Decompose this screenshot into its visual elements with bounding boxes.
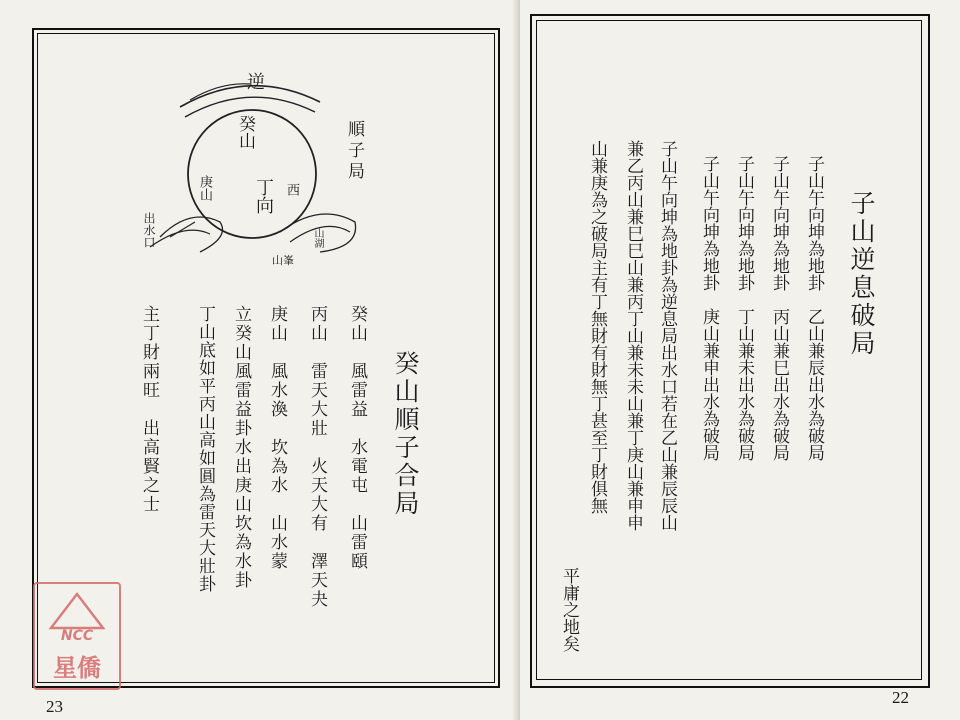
diagram-bottom-label: 山峯 bbox=[272, 254, 294, 267]
diagram-top-label: 逆 bbox=[244, 72, 265, 90]
text-column: 立癸山風雷益卦水出庚山坎為水卦 bbox=[231, 305, 251, 590]
watermark-ncc: NCC bbox=[60, 628, 94, 644]
text-column: 丁山底如平丙山高如圓為雷天大壯卦 bbox=[195, 305, 215, 593]
text-column: 癸山 風雷益 水電屯 山雷頤 bbox=[347, 305, 367, 571]
text-column: 丙山 雷天大壯 火天大有 澤天夬 bbox=[307, 305, 327, 609]
watermark-stamp bbox=[33, 582, 121, 690]
text-column: 子山午向坤為地卦 丙山兼巳出水為破局 bbox=[769, 155, 789, 461]
page-number: 22 bbox=[892, 688, 909, 707]
page-title: 子山逆息破局 bbox=[847, 190, 876, 358]
hill-stroke bbox=[160, 217, 223, 252]
page-title: 癸山順子合局 bbox=[391, 350, 420, 518]
diagram-center-label-b: 丁向 bbox=[253, 178, 274, 214]
watermark-name: 星僑 bbox=[53, 653, 101, 682]
feng-shui-diagram bbox=[140, 62, 364, 272]
arrow-stroke bbox=[170, 222, 195, 237]
text-column: 子山午向坤為地卦 庚山兼申出水為破局 bbox=[699, 155, 719, 461]
triangle-logo-icon bbox=[35, 588, 119, 632]
diagram-bottom-right-label: 山湖 bbox=[312, 228, 323, 248]
page-number: 23 bbox=[46, 697, 63, 716]
diagram-side-label-b: 出水口 bbox=[142, 212, 156, 248]
diagram-center-label-a: 癸山 bbox=[235, 115, 255, 149]
right-page bbox=[520, 0, 960, 720]
diagram-vertical-note: 順子局 bbox=[344, 120, 364, 183]
text-column: 平庸之地矣 bbox=[559, 567, 579, 652]
text-column: 子山午向坤為地卦 乙山兼辰出水為破局 bbox=[804, 155, 824, 461]
text-column: 山兼庚為之破局主有丁無財有財無丁甚至丁財俱無 bbox=[587, 140, 607, 514]
hill-stroke bbox=[150, 230, 210, 247]
text-column: 主丁財兩旺 出高賢之士 bbox=[139, 305, 159, 514]
diagram-side-label-a: 庚山 bbox=[197, 175, 212, 201]
text-column: 子山午向坤為地卦為逆息局出水口若在乙山兼辰辰山 bbox=[657, 140, 677, 531]
text-column: 庚山 風水渙 坎為水 山水蒙 bbox=[267, 305, 287, 571]
diagram-right-label: 西 bbox=[284, 183, 299, 196]
text-column: 子山午向坤為地卦 丁山兼未出水為破局 bbox=[734, 155, 754, 461]
text-column: 兼乙丙山兼巳巳山兼丙丁山兼未未山兼丁庚山兼申申 bbox=[623, 140, 643, 531]
